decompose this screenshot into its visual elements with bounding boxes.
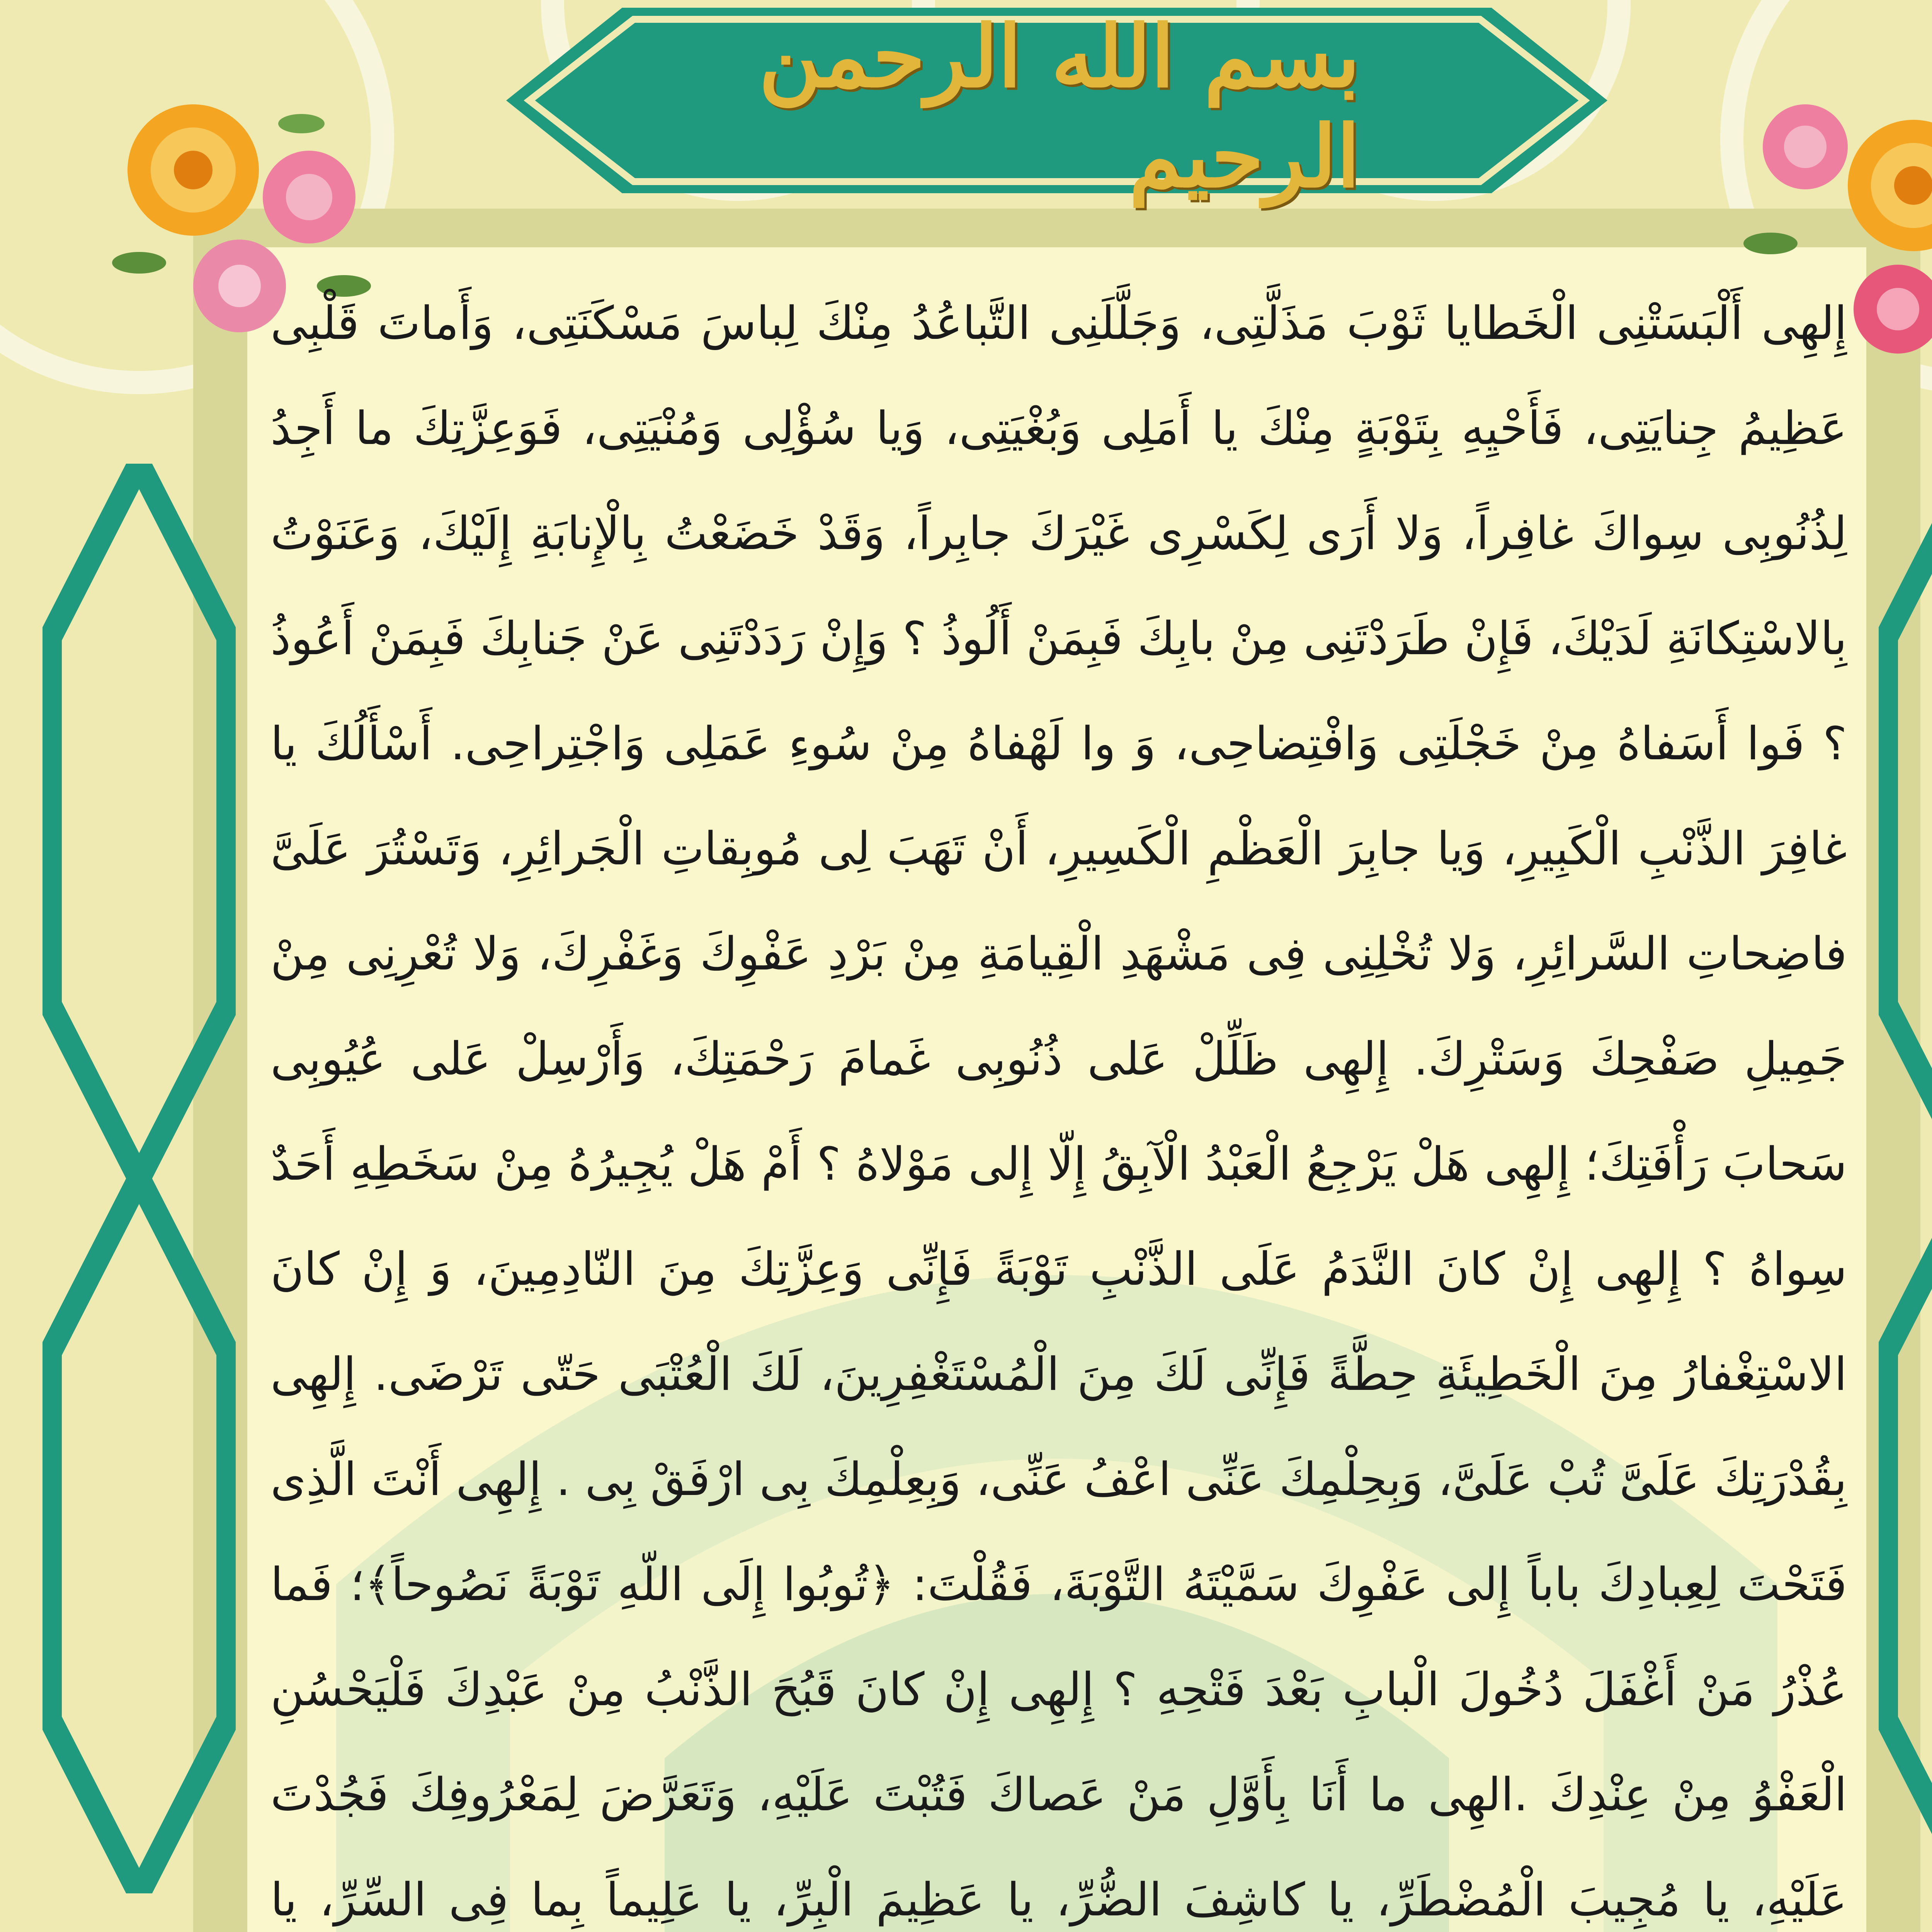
right-side-ornament bbox=[1879, 464, 1932, 1893]
basmala-calligraphy: بسم الله الرحمن الرحیم bbox=[759, 6, 1360, 206]
supplication-text: إِلهِی أَلْبَسَتْنِی الْخَطایا ثَوْبَ مَذَلَّتِی، وَجَلَّلَنِی التَّباعُدُ مِنْكَ لِباسَ مَسْكَنَتِی، وَأَماتَ قَلْبِی عَظِیمُ جِنایَتِی، فَأَحْیِهِ بِتَوْبَةٍ مِنْكَ یا أَمَلِی وَبُغْیَتِی، وَیا سُؤْلِی وَمُنْیَتِی، فَوَعِزَّتِكَ ما أَجِدُ لِذُنُوبِی سِواكَ غافِراً، وَلا أَرَى لِكَسْرِی غَیْرَكَ جابِراً، وَقَدْ خَضَعْتُ بِالْإِنابَةِ إِلَیْكَ، وَعَنَوْتُ بِالاسْتِكانَةِ لَدَیْكَ، فَإِنْ طَرَدْتَنِی مِنْ بابِكَ فَبِمَنْ أَلُوذُ ؟ وَإِنْ رَدَدْتَنِی عَنْ جَنابِكَ فَبِمَنْ أَعُوذُ ؟ فَوا أَسَفاهُ مِنْ خَجْلَتِی وَافْتِضاحِی، وَ وا لَهْفاهُ مِنْ سُوءِ عَمَلِی وَاجْتِراحِی. أَسْأَلُكَ یا غافِرَ الذَّنْبِ الْكَبِیرِ، وَیا جابِرَ الْعَظْمِ الْكَسِیرِ، أَنْ تَهَبَ لِی مُوبِقاتِ الْجَرائِرِ، وَتَسْتُرَ عَلَیَّ فاضِحاتِ السَّرائِرِ، وَلا تُخْلِنِی فِی مَشْهَدِ الْقِیامَةِ مِنْ بَرْدِ عَفْوِكَ وَغَفْرِكَ، وَلا تُعْرِنِی مِنْ جَمِیلِ صَفْحِكَ وَسَتْرِكَ. إِلهِی ظَلِّلْ عَلى ذُنُوبِی غَمامَ رَحْمَتِكَ، وَأَرْسِلْ عَلى عُیُوبِی سَحابَ رَأْفَتِكَ؛ إِلهِی هَلْ یَرْجِعُ الْعَبْدُ الْآبِقُ إِلّا إِلى مَوْلاهُ ؟ أَمْ هَلْ یُجِیرُهُ مِنْ سَخَطِهِ أَحَدٌ سِواهُ ؟ إِلهِی إِنْ كانَ النَّدَمُ عَلَى الذَّنْبِ تَوْبَةً فَإِنِّی وَعِزَّتِكَ مِنَ النّادِمِینَ، وَ إِنْ كانَ الاسْتِغْفارُ مِنَ الْخَطِیئَةِ حِطَّةً فَإِنِّی لَكَ مِنَ الْمُسْتَغْفِرِینَ، لَكَ الْعُتْبَى حَتّى تَرْضَى. إِلهِی بِقُدْرَتِكَ عَلَیَّ تُبْ عَلَیَّ، وَبِحِلْمِكَ عَنِّی اعْفُ عَنِّی، وَبِعِلْمِكَ بِی ارْفَقْ بِی . إِلهِی أَنْتَ الَّذِی فَتَحْتَ لِعِبادِكَ باباً إِلى عَفْوِكَ سَمَّیْتَهُ التَّوْبَةَ، فَقُلْتَ: ﴿تُوبُوا إِلَى اللّهِ تَوْبَةً نَصُوحاً﴾؛ فَما عُذْرُ مَنْ أَغْفَلَ دُخُولَ الْبابِ بَعْدَ فَتْحِهِ ؟ إِلهِی إِنْ كانَ قَبُحَ الذَّنْبُ مِنْ عَبْدِكَ فَلْیَحْسُنِ الْعَفْوُ مِنْ عِنْدِكَ .الهِی ما أَنَا بِأَوَّلِ مَنْ عَصاكَ فَتُبْتَ عَلَیْهِ، وَتَعَرَّضَ لِمَعْرُوفِكَ فَجُدْتَ عَلَیْهِ، یا مُجِیبَ الْمُضْطَرِّ، یا كاشِفَ الضُّرِّ، یا عَظِیمَ الْبِرِّ، یا عَلِیماً بِما فِی السِّرِّ، یا bbox=[270, 296, 1847, 1926]
left-side-ornament bbox=[43, 464, 236, 1893]
